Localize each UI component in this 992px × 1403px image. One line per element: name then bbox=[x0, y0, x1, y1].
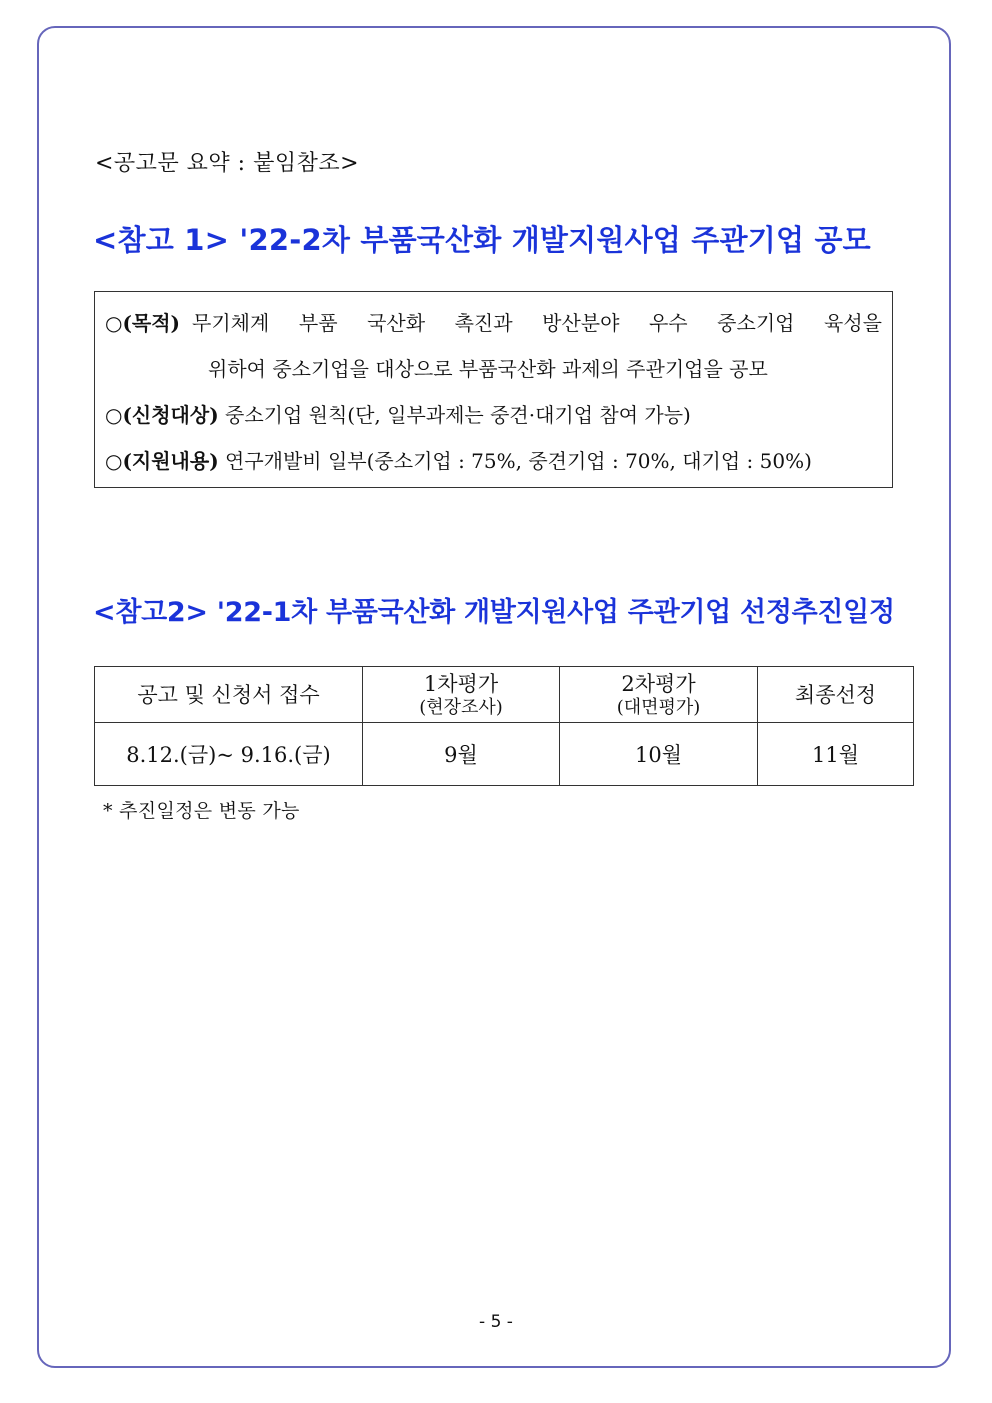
header-cell-application: 공고 및 신청서 접수 bbox=[95, 667, 363, 723]
support-row bbox=[105, 442, 882, 488]
target-text: 중소기업 원칙(단, 일부과제는 중견·대기업 참여 가능) bbox=[225, 403, 691, 427]
schedule-value-row bbox=[95, 723, 914, 786]
purpose-text-1: 무기체계 부품 국산화 촉진과 방산분야 우수 중소기업 육성을 bbox=[192, 311, 882, 335]
header-cell-final: 최종선정 bbox=[758, 667, 914, 723]
reference-1-title: <참고 1> '22-2차 부품국산화 개발지원사업 주관기업 공모 bbox=[93, 223, 871, 257]
value-cell-final: 11월 bbox=[758, 723, 914, 786]
support-text: 연구개발비 일부(중소기업 : 75%, 중견기업 : 70%, 대기업 : 50%) bbox=[225, 449, 812, 473]
purpose-label: ○(목적) bbox=[105, 311, 181, 335]
purpose-text-2: 위하여 중소기업을 대상으로 부품국산화 과제의 주관기업을 공모 bbox=[208, 357, 768, 381]
support-label: ○(지원내용) bbox=[105, 449, 219, 473]
target-row bbox=[105, 396, 882, 442]
header-cell-second-eval: 2차평가 (대면평가) bbox=[560, 667, 758, 723]
target-label: ○(신청대상) bbox=[105, 403, 219, 427]
value-cell-first-eval: 9월 bbox=[363, 723, 560, 786]
value-cell-application: 8.12.(금)~ 9.16.(금) bbox=[95, 723, 363, 786]
schedule-note: * 추진일정은 변동 가능 bbox=[103, 800, 300, 822]
schedule-table bbox=[94, 666, 914, 786]
header-cell-first-eval: 1차평가 (현장조사) bbox=[363, 667, 560, 723]
summary-box bbox=[94, 291, 893, 488]
schedule-header-row bbox=[95, 667, 914, 723]
reference-2-title: <참고2> '22-1차 부품국산화 개발지원사업 주관기업 선정추진일정 bbox=[93, 597, 895, 628]
value-cell-second-eval: 10월 bbox=[560, 723, 758, 786]
summary-line: <공고문 요약 : 붙임참조> bbox=[95, 151, 360, 176]
purpose-row bbox=[105, 304, 882, 350]
page-number: - 5 - bbox=[479, 1312, 513, 1332]
